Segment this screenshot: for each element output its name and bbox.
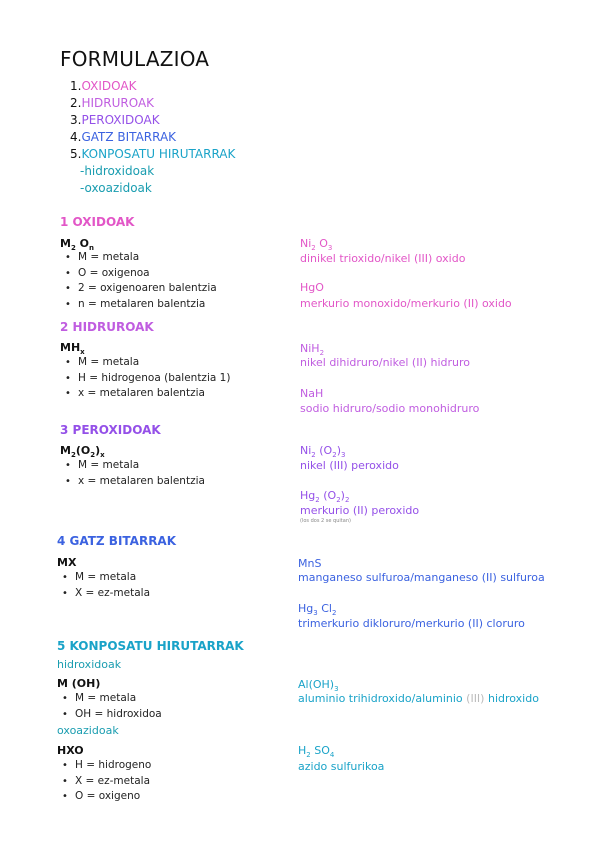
formula-part: M [60,237,71,250]
toc-number: 2. [70,96,82,110]
legend-list [60,355,230,402]
formula-part: (O [75,444,91,457]
formula-subscript: 3 [340,451,346,460]
example-name-part: aluminio trihidroxido/aluminio [298,692,467,705]
example-formula: MnS [298,557,322,570]
formula-subscript: 2 [344,496,350,505]
toc-item-peroxidoak[interactable] [70,112,235,129]
example-name: manganeso sulfuroa/manganeso (II) sulfuroa [298,571,545,584]
subsection-oxoazidoak: oxoazidoak [57,724,119,737]
toc-item-gatz-bitarrak[interactable] [70,129,235,146]
general-formula: M (OH) [57,677,101,690]
formula-part: MH [60,341,81,354]
example-name: trimerkurio dikloruro/merkurio (II) cloruro [298,617,525,630]
formula-part: (O [315,444,333,457]
toc-item-hidroxidoak[interactable] [70,163,235,180]
formula-part: O [315,237,328,250]
toc-number: 5. [70,147,82,161]
formula-subscript: 2 [70,244,76,253]
example-name: nikel dihidruro/nikel (II) hidruro [300,356,470,369]
formula-part: ) [340,489,345,502]
section-heading-oxidoak: 1 OXIDOAK [60,215,135,229]
formula-part: Cl [317,602,332,615]
general-formula [60,444,105,459]
formula-subscript: 2 [306,751,311,760]
toc-item-konposatu[interactable] [70,146,235,163]
legend-list [60,250,217,312]
legend-list [60,458,205,489]
page-title: FORMULAZIOA [60,47,210,71]
list-item: • M = metala [57,691,162,707]
toc-item-oxoazidoak[interactable] [70,180,235,197]
section-heading-hidruroak: 2 HIDRUROAK [60,320,154,334]
list-item: • H = hidrogenoa (balentzia 1) [60,371,230,387]
toc-label: PEROXIDOAK [81,113,160,127]
example-name-part: (III) [466,692,485,705]
legend-list [57,691,162,722]
toc-label: HIDRUROAK [81,96,155,110]
list-item: • O = oxigenoa [60,266,217,282]
general-formula: HXO [57,744,84,757]
formula-subscript: 4 [329,751,335,760]
toc-label: KONPOSATU HIRUTARRAK [81,147,236,161]
toc-label: GATZ BITARRAK [81,130,177,144]
example-name: merkurio monoxido/merkurio (II) oxido [300,297,512,310]
list-item: • X = ez-metala [57,586,150,602]
formula-subscript: x [80,348,85,357]
formula-subscript: 3 [313,609,318,618]
toc-list [70,78,235,197]
formula-part: Hg [300,489,316,502]
example-formula: NaH [300,387,324,400]
formula-part: Ni [300,237,312,250]
list-item: • M = metala [57,570,150,586]
example-formula: HgO [300,281,324,294]
legend-list [57,758,151,805]
formula-subscript: 2 [332,451,337,460]
formula-part: NiH [300,342,320,355]
formula-subscript: 2 [319,349,325,358]
example-note: (los dos 2 se quitan) [300,518,351,524]
formula-subscript: 2 [331,609,337,618]
section-heading-konposatu: 5 KONPOSATU HIRUTARRAK [57,639,244,653]
formula-subscript: 2 [311,244,316,253]
list-item: • M = metala [60,458,205,474]
section-heading-peroxidoak: 3 PEROXIDOAK [60,423,161,437]
example-name: sodio hidruro/sodio monohidruro [300,402,480,415]
example-name: azido sulfurikoa [298,760,385,773]
list-item: • H = hidrogeno [57,758,151,774]
formula-subscript: 2 [336,496,341,505]
example-name: nikel (III) peroxido [300,459,399,472]
formula-subscript: 2 [311,451,316,460]
formula-part: H [298,744,307,757]
toc-number: 3. [70,113,82,127]
toc-item-oxidoak[interactable] [70,78,235,95]
formula-subscript: 2 [70,451,76,460]
formula-part: Ni [300,444,312,457]
formula-subscript: 3 [327,244,333,253]
formula-subscript: 2 [315,496,320,505]
formula-part: Hg [298,602,314,615]
formula-part: SO [310,744,330,757]
formula-part: (O [319,489,337,502]
list-item: • n = metalaren balentzia [60,297,217,313]
formula-subscript: 2 [90,451,96,460]
formula-part: O [75,237,90,250]
example-name-part: hidroxido [484,692,539,705]
legend-list [57,570,150,601]
formula-subscript: n [89,244,94,253]
formula-part: Al(OH) [298,678,335,691]
toc-item-hidruroak[interactable] [70,95,235,112]
list-item: • M = metala [60,355,230,371]
list-item: • x = metalaren balentzia [60,474,205,490]
example-name: dinikel trioxido/nikel (III) oxido [300,252,466,265]
formula-part: ) [95,444,101,457]
example-name: merkurio (II) peroxido [300,504,420,517]
toc-label: -oxoazidoak [80,181,152,195]
formula-subscript: 3 [334,685,339,694]
toc-number: 1. [70,79,82,93]
section-heading-gatz-bitarrak: 4 GATZ BITARRAK [57,534,177,548]
toc-label: OXIDOAK [81,79,137,93]
list-item: • M = metala [60,250,217,266]
general-formula: MX [57,556,77,569]
formula-part: M [60,444,71,457]
toc-number: 4. [70,130,82,144]
list-item: • O = oxigeno [57,789,151,805]
list-item: • OH = hidroxidoa [57,707,162,723]
example-name [298,691,539,706]
list-item: • X = ez-metala [57,774,151,790]
toc-label: -hidroxidoak [80,164,155,178]
list-item: • 2 = oxigenoaren balentzia [60,281,217,297]
formula-part: ) [336,444,341,457]
formula-subscript: x [100,451,105,460]
general-formula [60,341,85,356]
subsection-hidroxidoak: hidroxidoak [57,658,122,671]
list-item: • x = metalaren balentzia [60,386,230,402]
